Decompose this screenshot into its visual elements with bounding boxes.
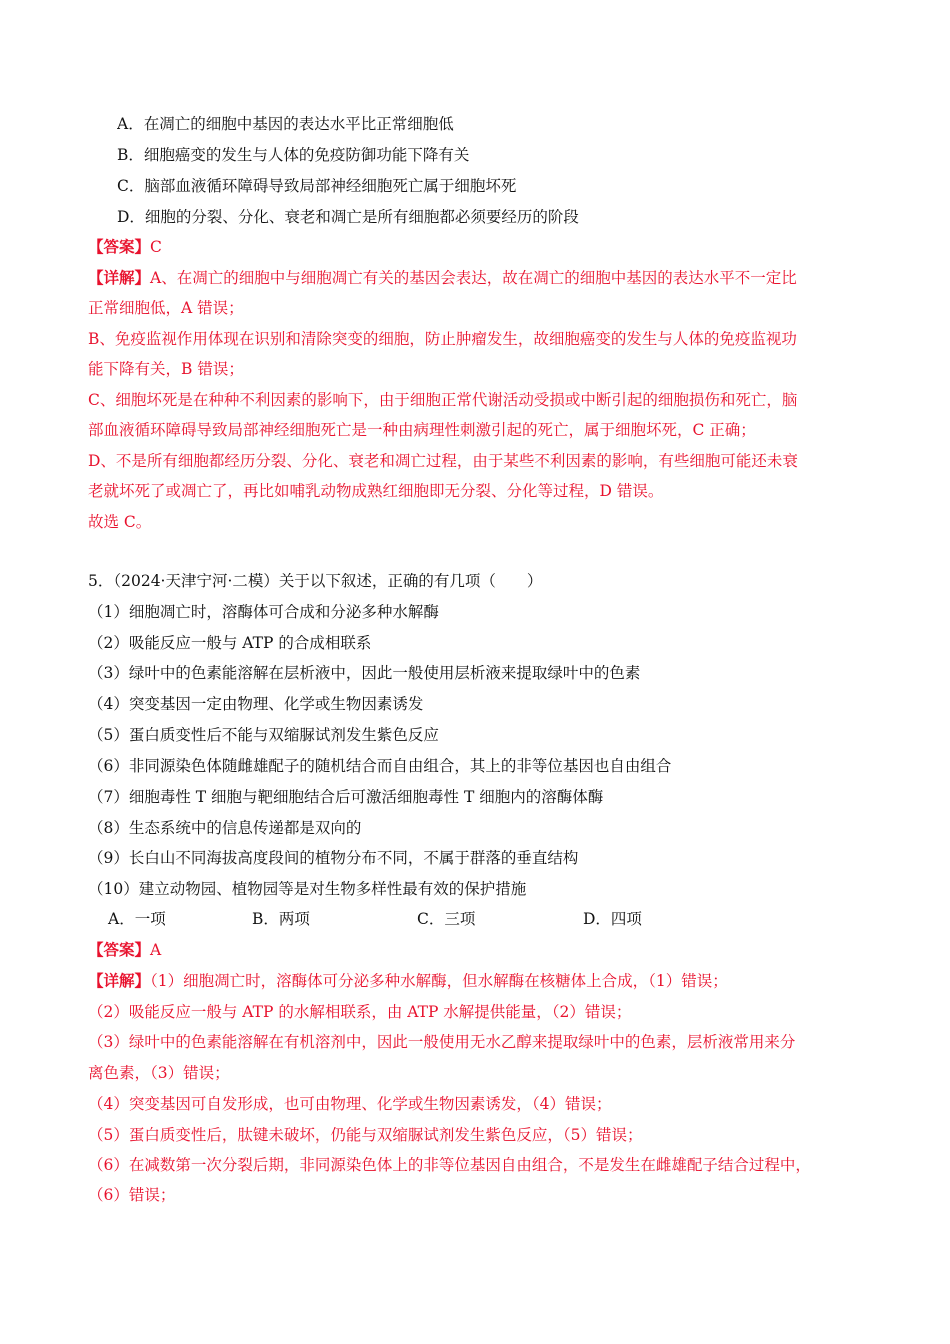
q4-explain-line: B、免疫监视作用体现在识别和清除突变的细胞，防止肿瘤发生，故细胞癌变的发生与人体的免疫监视功 — [88, 330, 797, 348]
q5-statement: （10）建立动物园、植物园等是对生物多样性最有效的保护措施 — [88, 880, 527, 898]
q4-answer — [88, 237, 868, 257]
q4-option-b: B．细胞癌变的发生与人体的免疫防御功能下降有关 — [117, 146, 470, 164]
q5-statement: （5）蛋白质变性后不能与双缩脲试剂发生紫色反应 — [88, 726, 439, 744]
q4-explain-line: 能下降有关，B 错误； — [88, 360, 244, 378]
explain-label: 【详解】 — [88, 268, 151, 287]
q5-answer — [88, 940, 868, 960]
q4-explain-line: 正常细胞低，A 错误； — [88, 299, 244, 317]
q5-explain-line: （6）在减数第一次分裂后期，非同源染色体上的非等位基因自由组合，不是发生在雌雄配子结合过程中， — [88, 1156, 811, 1174]
explain-text: A、在凋亡的细胞中与细胞凋亡有关的基因会表达，故在凋亡的细胞中基因的表达水平不一定比 — [150, 269, 797, 287]
q5-explain-line: （6）错误； — [88, 1186, 176, 1204]
q4-explain-line: 老就坏死了或凋亡了，再比如哺乳动物成熟红细胞即无分裂、分化等过程，D 错误。 — [88, 482, 664, 500]
answer-value: C — [150, 238, 162, 256]
q4-explain-line: D、不是所有细胞都经历分裂、分化、衰老和凋亡过程，由于某些不利因素的影响，有些细胞可能还未衰 — [88, 452, 798, 470]
q4-explain-line — [88, 268, 868, 288]
q5-explain-line — [88, 971, 868, 991]
q5-statement: （2）吸能反应一般与 ATP 的合成相联系 — [88, 634, 372, 652]
q5-statement: （7）细胞毒性 T 细胞与靶细胞结合后可激活细胞毒性 T 细胞内的溶酶体酶 — [88, 788, 604, 806]
q4-explain-line: C、细胞坏死是在种种不利因素的影响下，由于细胞正常代谢活动受损或中断引起的细胞损伤和死亡，脑 — [88, 391, 798, 409]
q4-explain-line: 部血液循环障碍导致局部神经细胞死亡是一种由病理性刺激引起的死亡，属于细胞坏死，C 正确； — [88, 421, 756, 439]
q5-choice-b: B．两项 — [252, 910, 310, 928]
q5-explain-line: （5）蛋白质变性后，肽键未破坏，仍能与双缩脲试剂发生紫色反应，（5）错误； — [88, 1126, 643, 1144]
q5-explain-line: （3）绿叶中的色素能溶解在有机溶剂中，因此一般使用无水乙醇来提取绿叶中的色素，层析液常用来分 — [88, 1033, 796, 1051]
q4-option-a: A．在凋亡的细胞中基因的表达水平比正常细胞低 — [117, 115, 454, 133]
answer-label: 【答案】 — [88, 237, 151, 256]
explain-text: （1）细胞凋亡时，溶酶体可分泌多种水解酶，但水解酶在核糖体上合成，（1）错误； — [150, 972, 728, 990]
q5-statement: （6）非同源染色体随雌雄配子的随机结合而自由组合，其上的非等位基因也自由组合 — [88, 757, 672, 775]
q5-explain-line: 离色素，（3）错误； — [88, 1064, 230, 1082]
q5-statement: （1）细胞凋亡时，溶酶体可合成和分泌多种水解酶 — [88, 603, 439, 621]
q5-explain-line: （2）吸能反应一般与 ATP 的水解相联系，由 ATP 水解提供能量，（2）错误； — [88, 1003, 632, 1021]
answer-value: A — [150, 941, 162, 959]
q4-explain-line: 故选 C。 — [88, 513, 152, 531]
q5-stem: 5．（2024·天津宁河·二模）关于以下叙述，正确的有几项（ ） — [88, 572, 543, 590]
q5-choice-d: D．四项 — [583, 910, 642, 928]
q5-statement: （8）生态系统中的信息传递都是双向的 — [88, 819, 362, 837]
q5-choice-a: A．一项 — [108, 910, 166, 928]
q5-explain-line: （4）突变基因可自发形成，也可由物理、化学或生物因素诱发，（4）错误； — [88, 1095, 612, 1113]
q4-option-d: D．细胞的分裂、分化、衰老和凋亡是所有细胞都必须要经历的阶段 — [117, 208, 579, 226]
q5-choice-c: C．三项 — [417, 910, 476, 928]
q5-statement: （4）突变基因一定由物理、化学或生物因素诱发 — [88, 695, 424, 713]
q5-statement: （3）绿叶中的色素能溶解在层析液中，因此一般使用层析液来提取绿叶中的色素 — [88, 664, 641, 682]
answer-label: 【答案】 — [88, 940, 151, 959]
explain-label: 【详解】 — [88, 971, 151, 990]
q5-statement: （9）长白山不同海拔高度段间的植物分布不同，不属于群落的垂直结构 — [88, 849, 579, 867]
q4-option-c: C．脑部血液循环障碍导致局部神经细胞死亡属于细胞坏死 — [117, 177, 517, 195]
